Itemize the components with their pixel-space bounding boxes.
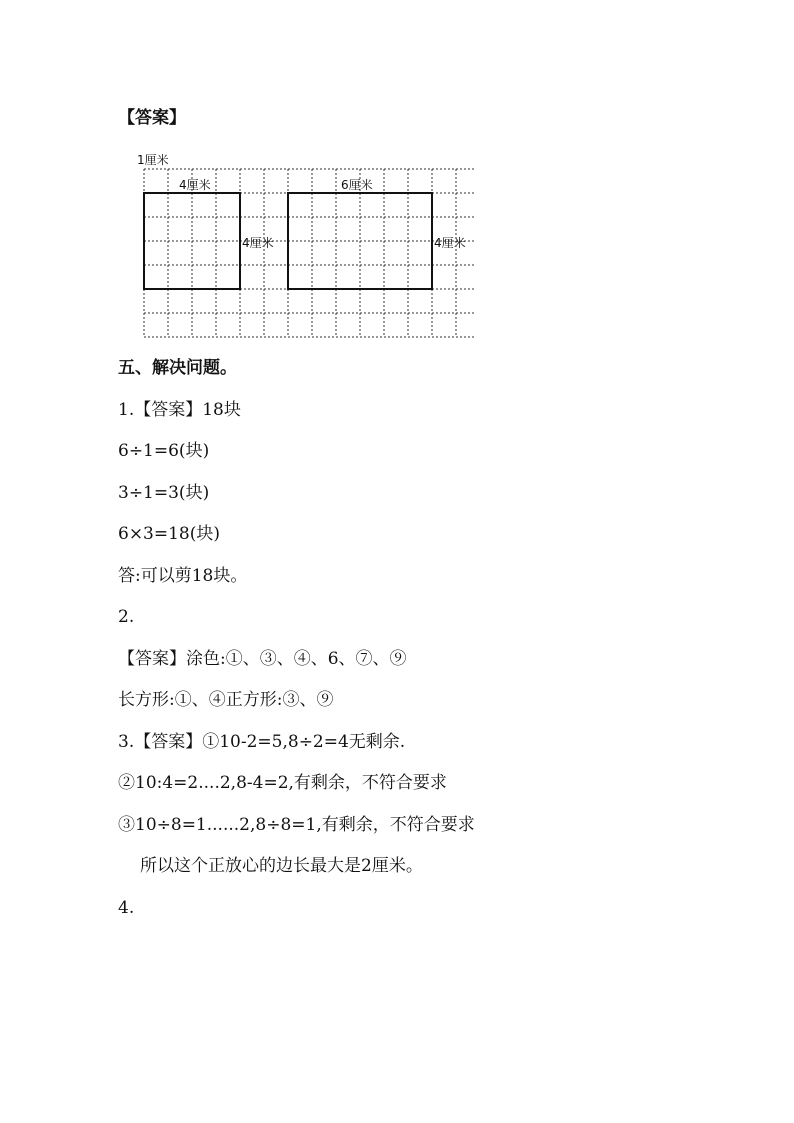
text-line: 1.【答案】18块 [118,400,241,420]
text-line: 4. [118,898,135,918]
text-line: 3.【答案】①10-2=5,8÷2=4无剩余. [118,732,406,752]
section-title: 五、解决问题。 [118,358,237,378]
rectangle-top-label: 6厘米 [341,178,373,192]
square-side-label: 4厘米 [242,236,274,250]
text-line: 所以这个正放心的边长最大是2厘米。 [140,856,423,876]
square-top-label: 4厘米 [179,178,211,192]
text-line: 6÷1=6(块) [118,441,210,461]
text-line: ②10:4=2....2,8-4=2,有剩余，不符合要求 [118,773,447,793]
text-line: ③10÷8=1......2,8÷8=1,有剩余，不符合要求 [118,815,475,835]
grid-figure [136,150,476,344]
text-line: 答:可以剪18块。 [118,566,248,586]
text-line: 【答案】涂色:①、③、④、6、⑦、⑨ [118,649,407,669]
unit-label: 1厘米 [137,153,169,167]
text-line: 6×3=18(块) [118,524,221,544]
text-line: 3÷1=3(块) [118,483,210,503]
answer-header: 【答案】 [118,108,186,128]
text-line: 2. [118,607,135,627]
text-line: 长方形:①、④正方形:③、⑨ [118,690,334,710]
grid-svg [136,150,476,344]
rectangle-side-label: 4厘米 [434,236,466,250]
